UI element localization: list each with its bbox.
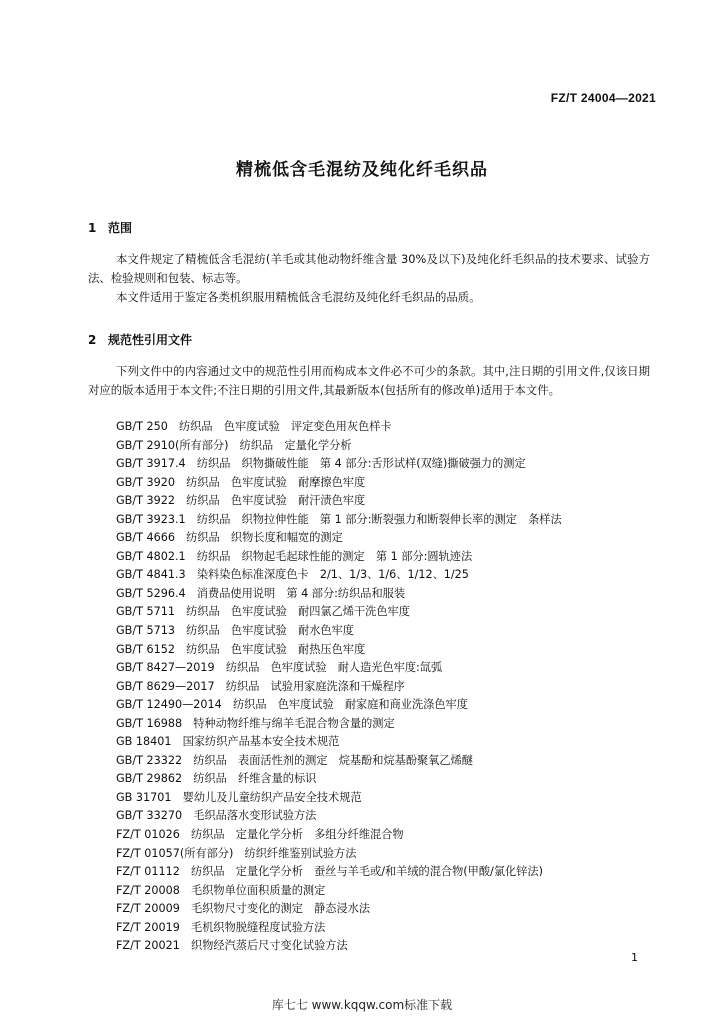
scope-paragraph-1: 本文件规定了精梳低含毛混纺(羊毛或其他动物纤维含量 30%及以下)及纯化纤毛织品的技术要求、试验方法、检验规则和包装、标志等。 [88,252,650,285]
reference-item: GB 18401 国家纺织产品基本安全技术规范 [116,735,340,749]
reference-item: GB/T 4666 纺织品 织物长度和幅宽的测定 [116,531,343,545]
reference-item: GB/T 3922 纺织品 色牢度试验 耐汗渍色牢度 [116,494,366,508]
reference-item: GB/T 4802.1 纺织品 织物起毛起球性能的测定 第 1 部分:圆轨迹法 [116,549,473,563]
section-title: 范围 [108,221,133,235]
normative-references-list [116,418,562,956]
reference-item: GB/T 5711 纺织品 色牢度试验 耐四氯乙烯干洗色牢度 [116,605,410,619]
reference-item: FZ/T 01026 纺织品 定量化学分析 多组分纤维混合物 [116,828,404,842]
references-intro-paragraph: 下列文件中的内容通过文中的规范性引用而构成本文件必不可少的条款。其中,注日期的引用文件,仅该日期对应的版本适用于本文件;不注日期的引用文件,其最新版本(包括所有的修改单)适用于本文件。 [88,364,650,397]
page-number: 1 [631,951,638,964]
reference-item: FZ/T 01057(所有部分) 纺织纤维鉴别试验方法 [116,846,357,860]
standard-code: FZ/T 24004—2021 [550,91,656,105]
reference-item: GB/T 33270 毛织品落水变形试验方法 [116,809,317,823]
reference-item: GB/T 2910(所有部分) 纺织品 定量化学分析 [116,438,352,452]
scope-paragraph-2: 本文件适用于鉴定各类机织服用精梳低含毛混纺及纯化纤毛织品的品质。 [116,290,481,304]
reference-item: GB/T 29862 纺织品 纤维含量的标识 [116,772,317,786]
section-2-heading [88,331,192,348]
section-title: 规范性引用文件 [108,333,193,347]
reference-item: GB/T 12490—2014 纺织品 色牢度试验 耐家庭和商业洗涤色牢度 [116,698,468,712]
reference-item: GB/T 16988 特种动物纤维与绵羊毛混合物含量的测定 [116,716,395,730]
reference-item: GB/T 250 纺织品 色牢度试验 评定变色用灰色样卡 [116,420,392,433]
reference-item: GB/T 3917.4 纺织品 织物撕破性能 第 4 部分:舌形试样(双缝)撕破强力的测定 [116,457,526,471]
footer-watermark[interactable]: 库七七 www.kqqw.com标准下载 [271,998,453,1012]
reference-item: FZ/T 20008 毛织物单位面积质量的测定 [116,883,326,897]
section-1-heading [88,219,132,236]
reference-item: GB/T 5713 纺织品 色牢度试验 耐水色牢度 [116,624,354,638]
reference-item: GB/T 6152 纺织品 色牢度试验 耐热压色牢度 [116,642,366,656]
section-number: 2 [88,333,97,347]
section-number: 1 [88,221,97,235]
reference-item: FZ/T 20021 织物经汽蒸后尺寸变化试验方法 [116,939,348,953]
reference-item: GB/T 3923.1 纺织品 织物拉伸性能 第 1 部分:断裂强力和断裂伸长率的测定 条样法 [116,512,562,526]
reference-item: GB/T 4841.3 染料染色标准深度色卡 2/1、1/3、1/6、1/12、1/25 [116,568,469,582]
reference-item: GB/T 5296.4 消费品使用说明 第 4 部分:纺织品和服装 [116,586,406,600]
reference-item: GB 31701 婴幼儿及儿童纺织产品安全技术规范 [116,790,362,804]
reference-item: GB/T 8427—2019 纺织品 色牢度试验 耐人造光色牢度:氙弧 [116,661,443,675]
reference-item: FZ/T 20019 毛机织物脱缝程度试验方法 [116,920,326,934]
reference-item: GB/T 3920 纺织品 色牢度试验 耐摩擦色牢度 [116,475,366,489]
document-title: 精梳低含毛混纺及纯化纤毛织品 [236,160,488,180]
reference-item: GB/T 23322 纺织品 表面活性剂的测定 烷基酚和烷基酚聚氧乙烯醚 [116,753,473,767]
reference-item: GB/T 8629—2017 纺织品 试验用家庭洗涤和干燥程序 [116,679,405,693]
reference-item: FZ/T 01112 纺织品 定量化学分析 蚕丝与羊毛或/和羊绒的混合物(甲酸/氯化锌法) [116,865,543,879]
reference-item: FZ/T 20009 毛织物尺寸变化的测定 静态浸水法 [116,902,371,916]
